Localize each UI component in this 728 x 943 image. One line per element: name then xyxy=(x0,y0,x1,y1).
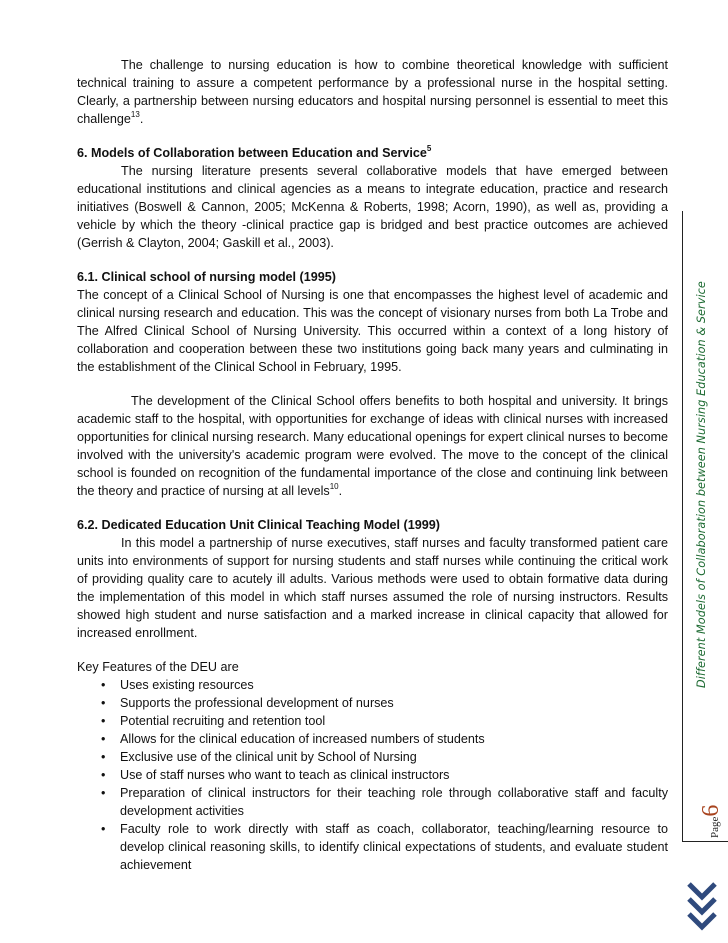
list-item: • Potential recruiting and retention tool xyxy=(77,712,668,730)
document-body xyxy=(77,56,668,874)
section-heading: 6.1. Clinical school of nursing model (1995) xyxy=(77,270,336,284)
features-intro: Key Features of the DEU are xyxy=(77,660,239,674)
section-heading: 6.2. Dedicated Education Unit Clinical Teaching Model (1999) xyxy=(77,518,440,532)
section-heading: 6. Models of Collaboration between Education and Service$^5$ xyxy=(77,144,432,160)
citation-ref: 13 xyxy=(130,110,140,119)
chevron-down-icon xyxy=(686,880,718,934)
section-paragraph: The concept of a Clinical School of Nursing is one that encompasses the highest level of academic and clinical nursing research and education. This was the concept of visionary nurses from both La Trobe and The Alfred Clinical School of Nursing University. This occurred within a context of a long history of collaboration and cooperation between these two institutions going back many years and culminating in the establishment of the Clinical School in February, 1995. xyxy=(77,288,668,374)
citation-ref: 5 xyxy=(426,144,432,153)
list-item: • Preparation of clinical instructors for their teaching role through collaborative staff and faculty development activities xyxy=(77,784,668,820)
list-item: • Uses existing resources xyxy=(77,676,668,694)
running-title: Different Models of Collaboration between Nursing Education & Service xyxy=(695,281,708,688)
section-paragraph: In this model a partnership of nurse executives, staff nurses and faculty transformed patient care units into environments of support for nursing students and staff nurses while continuing the critical work of providing quality care to acutely ill adults. Various methods were used to obtain formative data during the implementation of this model in which staff nurses assumed the role of nursing instructors. Results showed high student and nurse satisfaction and a marked increase in clinical capacity that allowed for increased enrollment. xyxy=(77,536,668,640)
page-number xyxy=(698,805,725,838)
page-number-value: 6 xyxy=(698,804,724,817)
intro-paragraph: The challenge to nursing education is how to combine theoretical knowledge with sufficient technical training to assure a competent performance by a professional nurse in the hospital setting. Clearly, a partnership between nursing educators and hospital nursing personnel is essential to meet this challenge$^{13}$. xyxy=(77,58,668,126)
list-item: • Faculty role to work directly with staff as coach, collaborator, teaching/learning resource to develop clinical reasoning skills, to identify clinical expectations of students, and evaluate student achievement xyxy=(77,820,668,874)
citation-ref: 10 xyxy=(329,482,339,491)
page-label: Page xyxy=(709,816,721,838)
section-paragraph: The nursing literature presents several collaborative models that have emerged between educational institutions and clinical agencies as a means to integrate education, practice and research initiatives (Boswell & Cannon, 2005; McKenna & Roberts, 1998; Acorn, 1990), as well as, providing a vehicle by which the theory -clinical practice gap is bridged and best practice outcomes are achieved (Gerrish & Clayton, 2004; Gaskill et al., 2003). xyxy=(77,164,668,250)
list-item: • Allows for the clinical education of increased numbers of students xyxy=(77,730,668,748)
features-list xyxy=(77,676,668,874)
list-item: • Supports the professional development of nurses xyxy=(77,694,668,712)
list-item: • Use of staff nurses who want to teach as clinical instructors xyxy=(77,766,668,784)
list-item: • Exclusive use of the clinical unit by School of Nursing xyxy=(77,748,668,766)
section-paragraph: The development of the Clinical School offers benefits to both hospital and university. It brings academic staff to the hospital, with opportunities for exchange of ideas with clinical nurses with increased opportunities for clinical nursing research. Many educational openings for expert clinical nurses to become involved with the university's academic program were evolved. The move to the concept of the clinical school is founded on recognition of the fundamental importance of the close and continuing link between the theory and practice of nursing at all levels$^{10}$. xyxy=(77,394,668,498)
